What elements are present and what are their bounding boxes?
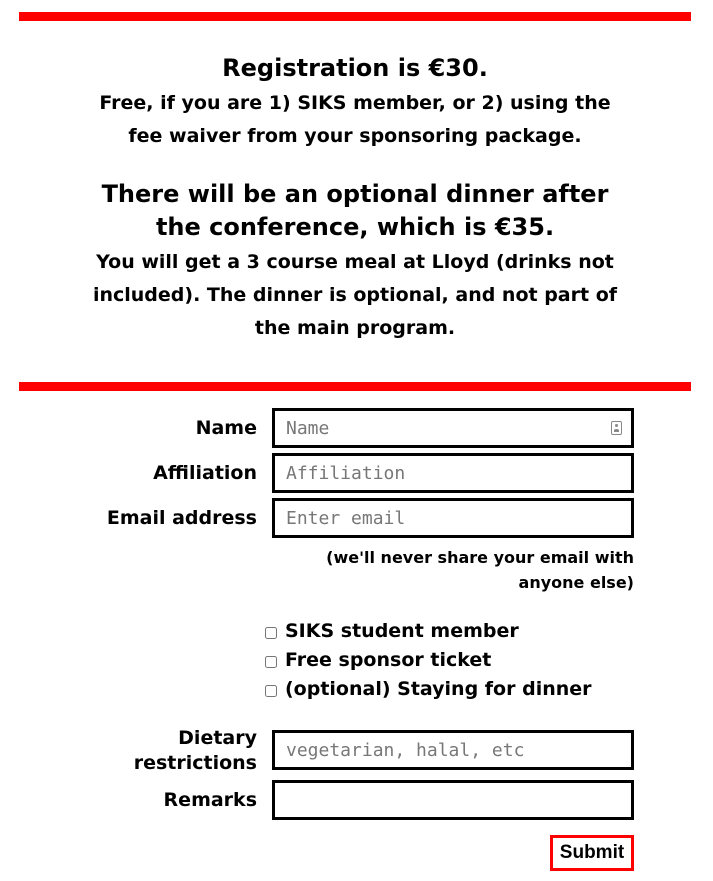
dietary-label: Dietary restrictions: [133, 727, 257, 774]
dinner-description: You will get a 3 course meal at Lloyd (drinks not included). The dinner is optional, and not part of the main program.: [92, 251, 618, 339]
form-divider: [19, 382, 691, 391]
fee-description: Free, if you are 1) SIKS member, or 2) using the fee waiver from your sponsoring package.: [99, 92, 611, 147]
dinner-label: (optional) Staying for dinner: [285, 678, 592, 700]
siks-student-label: SIKS student member: [285, 620, 519, 642]
dietary-input[interactable]: [272, 730, 634, 770]
affiliation-input[interactable]: [272, 453, 634, 493]
siks-student-checkbox[interactable]: [265, 627, 277, 639]
name-input[interactable]: [272, 408, 634, 448]
submit-button[interactable]: Submit: [550, 835, 634, 871]
remarks-label: Remarks: [163, 789, 257, 811]
contact-card-icon[interactable]: [611, 421, 622, 435]
sponsor-ticket-option[interactable]: [265, 647, 491, 673]
top-divider: [19, 12, 691, 21]
fee-title: Registration is €30.: [222, 54, 488, 82]
email-label: Email address: [106, 507, 257, 529]
email-input[interactable]: [272, 498, 634, 538]
dinner-title: There will be an optional dinner after the conference, which is €35.: [101, 180, 609, 241]
name-label: Name: [195, 417, 257, 439]
sponsor-ticket-checkbox[interactable]: [265, 656, 277, 668]
siks-student-option[interactable]: [265, 618, 519, 644]
email-help-text: (we'll never share your email with anyone else): [326, 548, 634, 592]
sponsor-ticket-label: Free sponsor ticket: [285, 649, 492, 671]
dinner-checkbox[interactable]: [265, 685, 277, 697]
dinner-option[interactable]: [265, 676, 592, 702]
remarks-input[interactable]: [272, 780, 634, 820]
affiliation-label: Affiliation: [153, 462, 257, 484]
